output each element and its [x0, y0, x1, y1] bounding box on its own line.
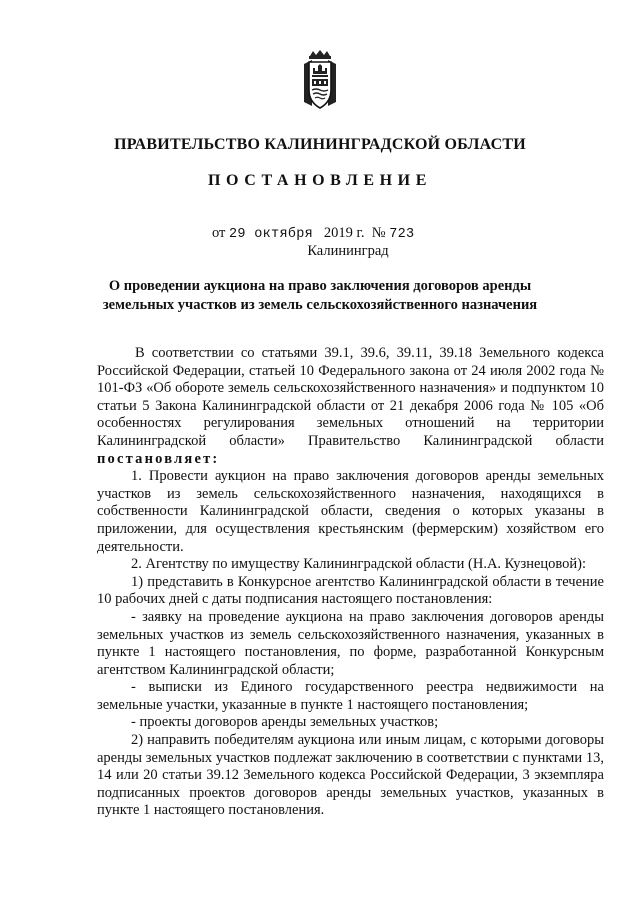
document-date-line [212, 225, 414, 242]
bullet-registry-extract-paragraph: - выписки из Единого государственного реестра недвижимости на земельные участки, указанные в пункте 1 настоящего постановления; [97, 679, 604, 713]
document-number: 723 [389, 227, 415, 242]
city: Калининград [307, 243, 389, 259]
document-subject [0, 277, 640, 315]
date-prefix: от [212, 225, 226, 241]
item-2-1-paragraph: 1) представить в Конкурсное агентство Калининградской области в течение 10 рабочих дней с даты подписания настоящего постановления: [97, 573, 604, 608]
preamble-text: В соответствии со статьями 39.1, 39.6, 39.11, 39.18 Земельного кодекса Российской Федерации, статьей 10 Федерального закона от 24 июля 2002 года № 101-ФЗ «Об обороте земель сельскохозяйственного назначения» и подпунктом 10 статьи 5 Закона Калининградской области от 21 декабря 2006 года № 105 «Об особенностях регулирования земельных отношений на территории Калининградской области» Правительство Калининградской области [97, 345, 604, 449]
decree-word: постановляет: [97, 450, 220, 467]
item-2-paragraph: 2. Агентству по имуществу Калининградской области (Н.А. Кузнецовой): [131, 556, 587, 573]
subject-line-1: О проведении аукциона на право заключения договоров аренды [108, 278, 532, 294]
document-date: 29 октября [229, 227, 314, 242]
bullet-application-paragraph: - заявку на проведение аукциона на право заключения договоров аренды земельных участков из земель сельскохозяйственного назначения, указанных в пункте 1 настоящего постановления, по форме, разработанной Конкурсным агентством Калининградской области; [97, 608, 604, 678]
subject-line-2: земельных участков из земель сельскохозяйственного назначения [102, 297, 538, 313]
document-year: 2019 г. [323, 225, 365, 241]
organization-title: ПРАВИТЕЛЬСТВО КАЛИНИНГРАДСКОЙ ОБЛАСТИ [114, 136, 526, 153]
document-body [97, 345, 604, 820]
item-2-2-paragraph: 2) направить победителям аукциона или иным лицам, с которыми договоры аренды земельных участков подлежат заключению в соответствии с пунктами 13, 14 или 20 статьи 39.12 Земельного кодекса Российской Федерации, 3 экземпляра подписанных проектов договоров аренды земельных участков, указанных в пункте 1 настоящего постановления. [97, 732, 604, 819]
number-label: № [371, 225, 386, 241]
coat-of-arms-emblem [302, 50, 338, 110]
city-line [0, 243, 640, 260]
item-1-paragraph: 1. Провести аукцион на право заключения договоров аренды земельных участков из земель сельскохозяйственного назначения, находящихся в собственности Калининградской области, сведения о которых указаны в приложении, для осуществления крестьянским (фермерским) хозяйством его деятельности. [97, 468, 604, 555]
bullet-draft-contracts-paragraph: - проекты договоров аренды земельных участков; [131, 714, 439, 731]
document-type: ПОСТАНОВЛЕНИЕ [208, 172, 432, 189]
preamble-paragraph [97, 345, 604, 468]
